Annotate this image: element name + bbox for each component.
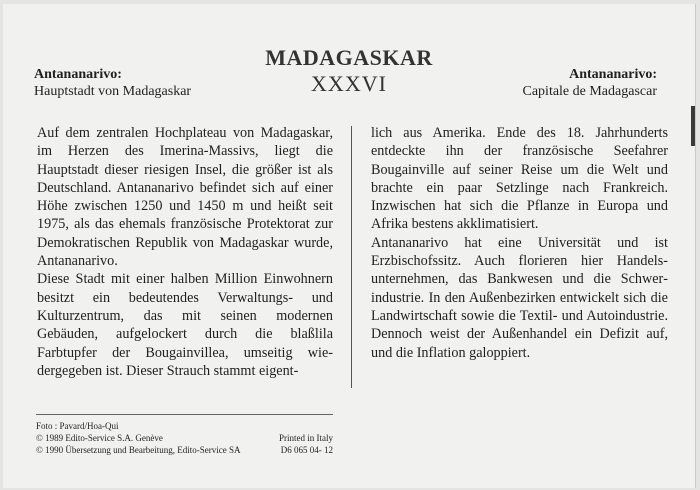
header-right-place: Antananarivo:: [569, 67, 657, 82]
footer: [36, 420, 333, 456]
product-code: D6 065 04- 12: [280, 445, 333, 455]
header-right: [523, 66, 658, 100]
page-title: MADAGASKAR: [265, 45, 433, 70]
photo-credit: Foto : Pavard/Hoa-Qui: [36, 421, 119, 431]
copyright-original: © 1989 Edito-Service S.A. Genève: [36, 433, 163, 443]
edge-mark: [691, 106, 695, 146]
left-paragraph-2: Diese Stadt mit einer halben Million Einwohnern besitzt ein bedeutendes Verwaltungs- und Kulturzentrum, das mit seinen modernen Gebäuden, aufgelockert durch die blaßlila Farbtupfer der Bougainvillea, umseitig wiedergegeben ist. Dieser Strauch stammt eigent-: [37, 271, 333, 379]
column-divider: [351, 126, 352, 388]
printed-in: Printed in Italy: [279, 433, 333, 443]
postcard-back: [3, 4, 696, 488]
right-paragraph-1: lich aus Amerika. Ende des 18. Jahrhunderts entdeckte ihn der französische Seefahrer Bougainville auf seiner Reise um die Welt und brachte ein paar Setzlinge nach Frankreich. Inzwischen hat sich die Pflanze in Europa und Afrika bestens akklimatisiert.: [371, 125, 668, 233]
footer-divider: [36, 414, 333, 415]
left-paragraph-1: Auf dem zentralen Hochplateau von Madagaskar, im Herzen des Imerina-Massivs, liegt die Hauptstadt dieser riesigen Insel, die größer ist als Deutschland. Antananarivo befindet sich auf einer Höhe zwischen 1250 und 1450 m und heißt seit 1975, als das ehemals französische Protektorat zur Demokratischen Republik von Madagaskar wurde, Antananarivo.: [37, 125, 333, 270]
text-column-right: [371, 124, 668, 362]
header-right-caption: Capitale de Madagascar: [522, 84, 657, 99]
right-paragraph-2: Antananarivo hat eine Universität und ist Erzbischofssitz. Auch florieren hier Handelsunternehmen, das Bankwesen und die Schwerindustrie. In den Außenbezirken entwickelt sich die Landwirtschaft sowie die Textil- und Autoindustrie. Dennoch weist der Außenhandel ein Defizit auf, und die Inflation galoppiert.: [371, 234, 668, 361]
copyright-translation: © 1990 Übersetzung und Bearbeitung, Edito-Service SA: [36, 445, 241, 455]
text-column-left: [37, 124, 333, 380]
series-number: XXXVI: [311, 71, 387, 96]
header-left-place: Antananarivo:: [34, 67, 122, 82]
header-left-caption: Hauptstadt von Madagaskar: [34, 84, 192, 99]
